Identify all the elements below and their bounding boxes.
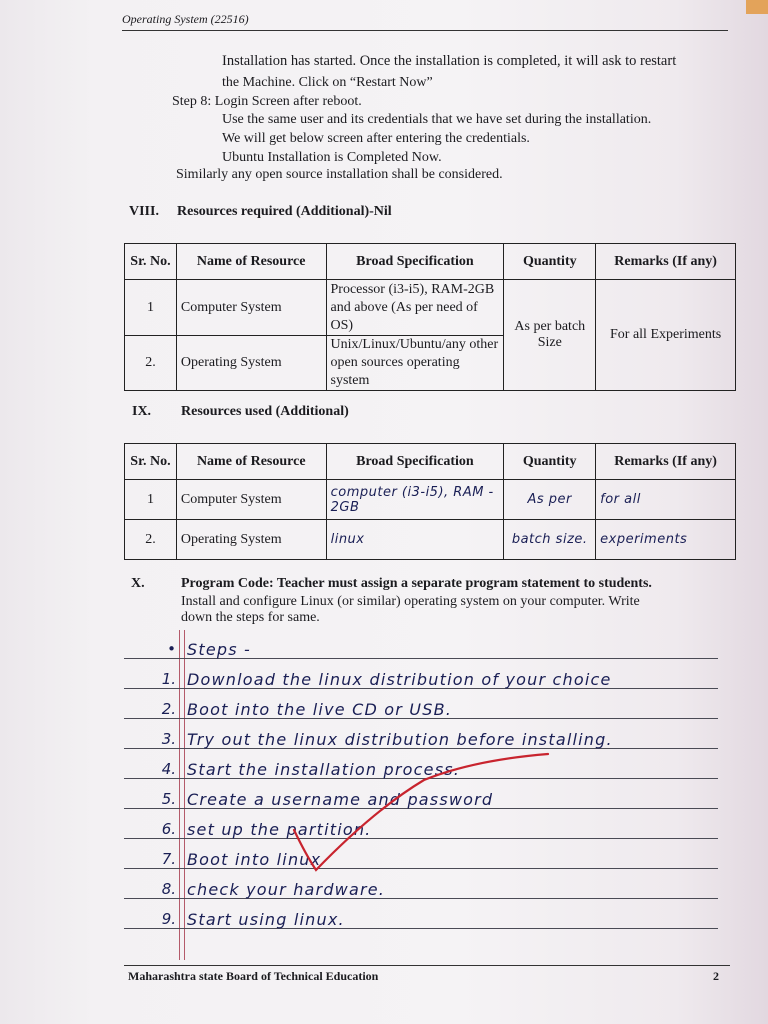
cell-sr: 1 bbox=[125, 280, 177, 336]
step-8: Step 8: Login Screen after reboot. bbox=[172, 94, 362, 109]
intro-line-6: Ubuntu Installation is Completed Now. bbox=[222, 150, 442, 165]
page-footer: Maharashtra state Board of Technical Education bbox=[128, 969, 379, 983]
resources-used-table bbox=[124, 443, 736, 560]
cell-remarks-handwritten: experiments bbox=[596, 520, 736, 560]
table-header-row bbox=[125, 444, 736, 480]
step-number: 8. bbox=[161, 880, 176, 898]
handwritten-notebook bbox=[124, 630, 718, 960]
step-text: set up the partition. bbox=[187, 820, 372, 839]
intro-line-1: Installation has started. Once the installation is completed, it will ask to restart bbox=[222, 53, 677, 69]
intro-line-2: the Machine. Click on “Restart Now” bbox=[222, 75, 433, 90]
cell-sr: 1 bbox=[125, 480, 177, 520]
step-text: Download the linux distribution of your choice bbox=[187, 670, 612, 689]
step-text: check your hardware. bbox=[187, 880, 386, 899]
col-header-quantity: Quantity bbox=[504, 444, 596, 480]
section-8-title: Resources required (Additional)-Nil bbox=[177, 204, 392, 219]
table-row bbox=[125, 480, 736, 520]
page-number: 2 bbox=[713, 969, 719, 983]
step-text: Try out the linux distribution before installing. bbox=[187, 730, 613, 749]
cell-quantity-handwritten: As per bbox=[504, 480, 596, 520]
section-10-line-3: down the steps for same. bbox=[181, 610, 320, 625]
bullet: • bbox=[167, 640, 176, 658]
cell-sr: 2. bbox=[125, 520, 177, 560]
cell-spec-handwritten: linux bbox=[326, 520, 504, 560]
section-10-line-2: Install and configure Linux (or similar) operating system on your computer. Write bbox=[181, 594, 640, 609]
cell-name: Operating System bbox=[176, 520, 326, 560]
steps-heading: Steps - bbox=[187, 640, 252, 659]
step-number: 2. bbox=[161, 700, 176, 718]
cell-spec: Unix/Linux/Ubuntu/any other open sources operating system bbox=[326, 336, 504, 391]
col-header-quantity: Quantity bbox=[504, 244, 596, 280]
step-number: 6. bbox=[161, 820, 176, 838]
step-number: 3. bbox=[161, 730, 176, 748]
step-number: 9. bbox=[161, 910, 176, 928]
cell-remarks-handwritten: for all bbox=[596, 480, 736, 520]
col-header-spec: Broad Specification bbox=[326, 444, 504, 480]
page-header: Operating System (22516) bbox=[122, 12, 249, 26]
cell-sr: 2. bbox=[125, 336, 177, 391]
cell-name: Computer System bbox=[176, 480, 326, 520]
step-text: Start using linux. bbox=[187, 910, 345, 929]
step-number: 5. bbox=[161, 790, 176, 808]
step-number: 1. bbox=[161, 670, 176, 688]
intro-line-5: We will get below screen after entering the credentials. bbox=[222, 131, 530, 146]
step-number: 4. bbox=[161, 760, 176, 778]
table-row bbox=[125, 520, 736, 560]
resources-required-table bbox=[124, 243, 736, 391]
intro-line-4: Use the same user and its credentials that we have set during the installation. bbox=[222, 112, 652, 127]
col-header-remarks: Remarks (If any) bbox=[596, 244, 736, 280]
cell-quantity-handwritten: batch size. bbox=[504, 520, 596, 560]
cell-name: Computer System bbox=[176, 280, 326, 336]
page-corner bbox=[746, 0, 768, 14]
step-text: Boot into linux bbox=[187, 850, 322, 869]
step-text: Boot into the live CD or USB. bbox=[187, 700, 453, 719]
step-text: Create a username and password bbox=[187, 790, 494, 809]
section-8-number: VIII. bbox=[129, 204, 159, 219]
section-9-title: Resources used (Additional) bbox=[181, 404, 349, 419]
cell-name: Operating System bbox=[176, 336, 326, 391]
section-10-number: X. bbox=[131, 576, 145, 591]
table-header-row bbox=[125, 244, 736, 280]
col-header-remarks: Remarks (If any) bbox=[596, 444, 736, 480]
footer-rule bbox=[124, 965, 730, 966]
table-row bbox=[125, 280, 736, 336]
cell-spec: Processor (i3-i5), RAM-2GB and above (As per need of OS) bbox=[326, 280, 504, 336]
section-9-number: IX. bbox=[132, 404, 152, 419]
col-header-name: Name of Resource bbox=[176, 244, 326, 280]
step-number: 7. bbox=[161, 850, 176, 868]
header-rule bbox=[122, 30, 728, 31]
col-header-spec: Broad Specification bbox=[326, 244, 504, 280]
cell-spec-handwritten: computer (i3-i5), RAM - 2GB bbox=[326, 480, 504, 520]
teacher-tick-mark bbox=[124, 630, 718, 960]
col-header-sr: Sr. No. bbox=[125, 444, 177, 480]
step-text: Start the installation process. bbox=[187, 760, 461, 779]
col-header-sr: Sr. No. bbox=[125, 244, 177, 280]
cell-remarks: For all Experiments bbox=[596, 280, 736, 391]
section-10-title: Program Code: Teacher must assign a separate program statement to students. bbox=[181, 576, 652, 591]
col-header-name: Name of Resource bbox=[176, 444, 326, 480]
cell-quantity: As per batch Size bbox=[504, 280, 596, 391]
intro-line-7: Similarly any open source installation shall be considered. bbox=[176, 167, 503, 182]
